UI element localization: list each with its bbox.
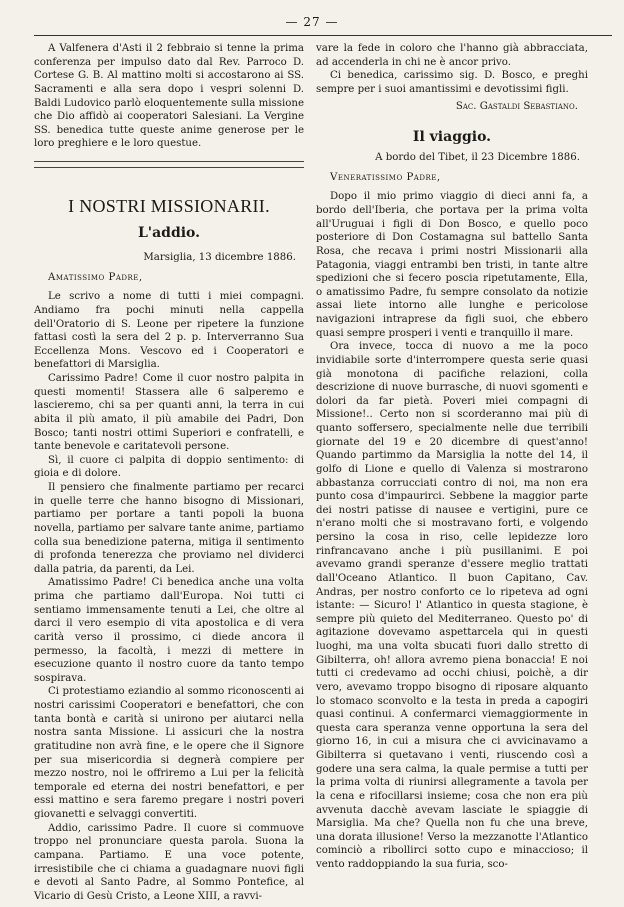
paragraph: Sì, il cuore ci palpita di doppio sentimento: di gioia e di dolore. — [34, 454, 304, 480]
signature: Sac. Gastaldi Sebastiano. — [455, 100, 578, 112]
header-rule — [34, 35, 612, 36]
section-divider — [34, 161, 304, 168]
continuation-text: vare la fede in coloro che l'hanno già abbracciata, ad accenderla in chi ne è ancor privo. — [316, 43, 588, 68]
page-number: — 27 — — [285, 15, 339, 29]
salutation-left: Amatissimo Padre, — [48, 271, 143, 283]
article-title-addio: L'addio. — [137, 225, 201, 241]
salutation-right: Veneratissimo Padre, — [330, 171, 441, 183]
paragraph: Carissimo Padre! Come il cuor nostro palpita in questi momenti! Stassera alle 6 salperemo e lascieremo, chi sa per quanti anni, la terra in cui abita il più amato, il più amabile dei Padri, Don Bosco; tanti nostri ottimi Superiori e confratelli, e tante benevole e caritatevoli persone. — [34, 373, 304, 453]
intro-paragraph: A Valfenera d'Asti il 2 febbraio si tenne la prima conferenza per impulso dato dal Rev. Parroco D. Cortese G. B. Al mattino molti si accostarono ai SS. Sacramenti e alla sera dopo i vespri solenni D. Baldi Ludovico parlò eloquentemente sulla missione che Dio affidò ai cooperatori Salesiani. La Vergine SS. benedica tutte queste anime generose per le loro preghiere e le loro questue. — [34, 43, 304, 150]
paragraph: Ci protestiamo eziandio al sommo riconoscenti ai nostri carissimi Cooperatori e benefattori, che con tanta bontà e carità si unirono per aiutarci nella nostra santa Missione. Li assicuri che la nostra gratitudine non avrà fine, e le opere che il Signore per sua misericordia si degnerà compiere per mezzo nostro, noi le offriremo a Lui per la felicità temporale ed eterna dei nostri benefattori, e per essi mattino e sera faremo pregare i nostri poveri giovanetti e selvaggi convertiti. — [34, 686, 304, 820]
paragraph: Addio, carissimo Padre. Il cuore si commuove troppo nel pronunciare questa parola. Suona la campana. Partiamo. E una voce potente, irresistibile che ci chiama a guadagnare nuovi figli e devoti al Santo Padre, al Sommo Pontefice, al Vicario di Gesù Cristo, a Leone XIII, a ravvi- — [34, 822, 304, 902]
paragraph: Le scrivo a nome di tutti i miei compagni. Andiamo fra pochi minuti nella cappella dell'Oratorio di S. Leone per ripetere la funzione fattasi costì la sera del 2 p. p. Interverranno Sua Eccellenza Mons. Vescovo ed i Cooperatori e benefattori di Marsiglia. — [34, 291, 304, 371]
left-column — [34, 42, 304, 903]
blessing-paragraph: Ci benedica, carissimo sig. D. Bosco, e preghi sempre per i suoi amantissimi e devotissimi figli. — [316, 70, 588, 95]
right-column — [316, 42, 588, 872]
paragraph: Ora invece, tocca di nuovo a me la poco invidiabile sorte d'interrompere questa serie quasi già monotona di pacifiche relazioni, colla descrizione di nuove burrasche, di nuovi sgomenti e dolori da far pietà. Poveri miei compagni di Missione!.. Certo non si scorderanno mai più di quanto soffersero, specialmente nelle due terribili giornate del 19 e 20 dicembre di quest'anno! Quando partimmo da Marsiglia la notte del 14, il golfo di Lione e quello di Valenza si mostrarono abbastanza corrucciati contro di noi, ma non era punto cosa d'impaurirci. Sebbene la maggior parte dei nostri patisse di nausee e vertigini, pure ce n'erano molti che si mostravano forti, e volgendo persino la cosa in riso, celle lepidezze loro rinfrancavano anche i più pusillanimi. E poi avevamo grandi speranze d'essere meglio trattati dall'Oceano Atlantico. Il buon Capitano, Cav. Andras, per nostro conforto ce lo ripeteva ad ogni istante: — Sicuro! l' Atlantico in questa stagione, è sempre più quieto del Mediterraneo. Questo po' di agitazione dovevamo aspettarcela qui in questi luoghi, ma una volta sbucati fuori dallo stretto di Gibilterra, oh! allora avremo piena bonaccia! E noi tutti ci credevamo ad occhi chiusi, poichè, a dir vero, avevamo troppo bisogno di riposare alquanto lo stomaco sconvolto e la testa in preda a capogiri quasi continui. A confermarci viemaggiormente in questa cara speranza venne opportuna la sera del giorno 16, in cui a misura che ci avvicinavamo a Gibilterra si quetavano i venti, riuscendo così a godere una sera calma, la quale permise a tutti per la prima volta di riunirsi allegramente a tavola per la cena e rifocillarsi insieme; cosa che non era più avvenuta dacchè avevam lasciate le spiaggie di Marsiglia. Ma che? Quella non fu che una breve, una dorata illusione! Verso la mezzanotte l'Atlantico cominciò a ribollirci sotto cupo e minaccioso; il vento raddoppiando la sua furia, sco- — [316, 341, 588, 870]
section-title: I NOSTRI MISSIONARII. — [68, 196, 270, 216]
paragraph: Il pensiero che finalmente partiamo per recarci in quelle terre che hanno bisogno di Missionari, partiamo per portare a tanti popoli la buona novella, partiamo per salvare tante anime, partiamo colla sua benedizione paterna, mitiga il sentimento di profonda tenerezza che proviamo nel dividerci dalla patria, da parenti, da Lei. — [34, 482, 304, 575]
paragraph: Amatissimo Padre! Ci benedica anche una volta prima che partiamo dall'Europa. Noi tutti ci sentiamo immensamente tenuti a Lei, che oltre al darci il vero esempio di vita apostolica e di vera carità verso il prossimo, ci diede ancora il permesso, la facoltà, i mezzi di mettere in esecuzione quanto il nostro cuore da tanto tempo sospirava. — [34, 577, 304, 684]
paragraph: Dopo il mio primo viaggio di dieci anni fa, a bordo dell'Iberia, che portava per la prima volta all'Uruguai i figli di Don Bosco, e quello poco posteriore di Don Costamagna sul battello Santa Rosa, che recava i primi nostri Missionarii alla Patagonia, viaggi entrambi ben tristi, in tante altre spedizioni che si fecero poscia ripetutamente, Ella, o amatissimo Padre, fu sempre consolato da notizie assai liete intorno alle lunghe e pericolose navigazioni intraprese da figli suoi, che ebbero quasi sempre prosperi i venti e tranquillo il mare. — [316, 191, 588, 339]
dateline-tibet: A bordo del Tibet, il 23 Dicembre 1886. — [375, 152, 580, 164]
dateline-marsiglia: Marsiglia, 13 dicembre 1886. — [143, 252, 296, 263]
article-title-viaggio: Il viaggio. — [412, 129, 492, 146]
